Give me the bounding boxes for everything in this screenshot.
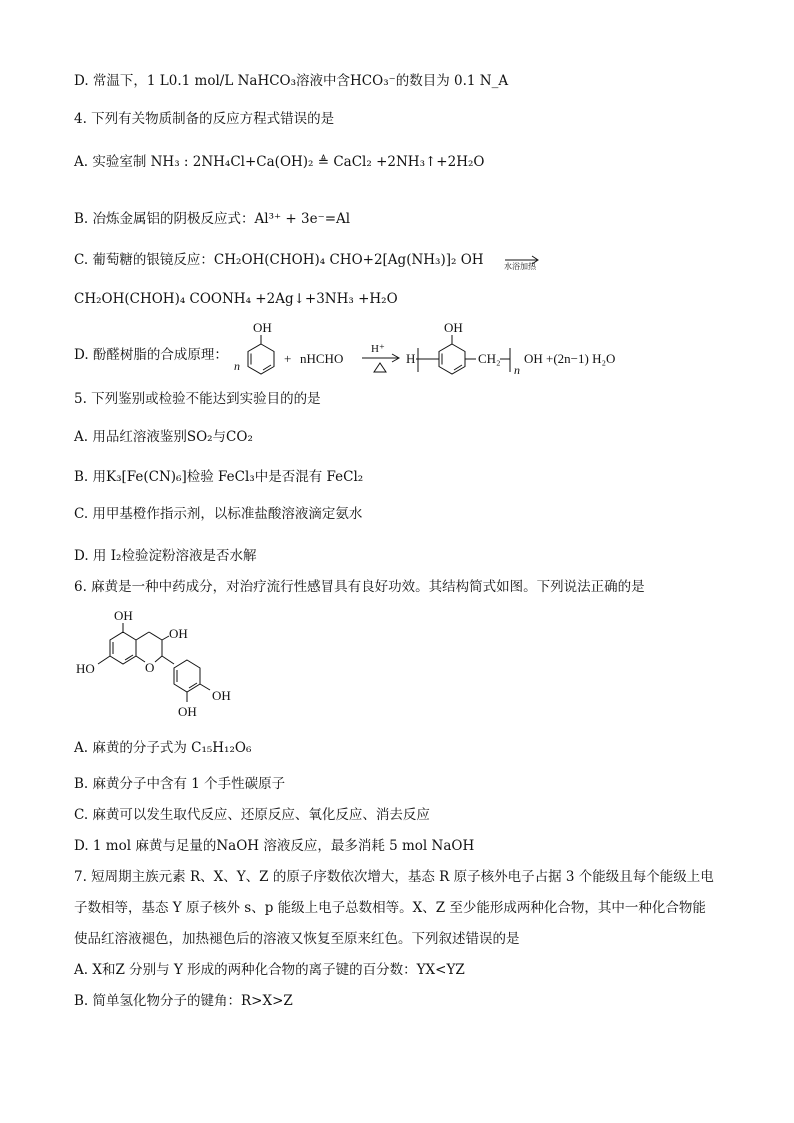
q7-option-a: A. X和Z 分别与 Y 形成的两种化合物的离子键的百分数：YX<YZ xyxy=(74,962,465,978)
q5-option-a: A. 用品红溶液鉴别SO₂与CO₂ xyxy=(74,429,253,445)
heat-triangle-icon xyxy=(374,363,386,372)
svg-text:OH: OH xyxy=(444,320,463,335)
q5-option-d: D. 用 I₂检验淀粉溶液是否水解 xyxy=(74,548,257,564)
q4-option-a: A. 实验室制 NH₃ : 2NH₄Cl+Ca(OH)₂ ≜ CaCl₂ +2NH₃↑+2H₂O xyxy=(74,154,485,170)
svg-text:+: + xyxy=(284,351,292,366)
ephedra-structure xyxy=(74,604,244,724)
svg-text:n: n xyxy=(234,359,240,373)
q6-option-c: C. 麻黄可以发生取代反应、还原反应、氧化反应、消去反应 xyxy=(74,807,430,823)
svg-text:H⁺: H⁺ xyxy=(371,343,385,355)
svg-text:OH: OH xyxy=(114,608,133,623)
svg-text:OH: OH xyxy=(212,688,231,703)
svg-text:CH₂: CH₂ xyxy=(478,351,501,366)
q6-option-d: D. 1 mol 麻黄与足量的NaOH 溶液反应，最多消耗 5 mol NaOH xyxy=(74,838,475,854)
q7-stem-line2: 子数相等，基态 Y 原子核外 s、p 能级上电子总数相等。X、Z 至少能形成两种化合物，其中一种化合物能 xyxy=(74,900,706,916)
phenol-ring-icon xyxy=(248,344,274,374)
svg-text:OH: OH xyxy=(169,626,188,641)
q5-option-b: B. 用K₃[Fe(CN)₆]检验 FeCl₃中是否混有 FeCl₂ xyxy=(74,469,364,485)
q4-option-c-line1: C. 葡萄糖的银镜反应：CH₂OH(CHOH)₄ CHO+2[Ag(NH₃)]₂ OH xyxy=(74,252,484,268)
q6-option-a: A. 麻黄的分子式为 C₁₅H₁₂O₆ xyxy=(74,740,252,756)
svg-text:HO: HO xyxy=(76,661,95,676)
svg-text:OH: OH xyxy=(178,704,197,719)
q7-stem-line3: 使品红溶液褪色，加热褪色后的溶液又恢复至原来红色。下列叙述错误的是 xyxy=(74,931,520,947)
svg-text:nHCHO: nHCHO xyxy=(300,351,344,366)
phenol-oh-label: OH xyxy=(253,320,272,335)
svg-text:H: H xyxy=(406,351,416,366)
q4-option-b: B. 冶炼金属铝的阴极反应式：Al³⁺ + 3e⁻=Al xyxy=(74,211,351,227)
q6-stem: 6. 麻黄是一种中药成分，对治疗流行性感冒具有良好功效。其结构简式如图。下列说法正确的是 xyxy=(74,579,645,595)
product-ring-icon xyxy=(439,344,465,374)
svg-text:OH +(2n−1) H₂O: OH +(2n−1) H₂O xyxy=(524,351,616,366)
q4-option-d: D. 酚醛树脂的合成原理： xyxy=(74,347,228,363)
svg-text:O: O xyxy=(145,660,155,675)
q5-stem: 5. 下列鉴别或检验不能达到实验目的的是 xyxy=(74,391,321,407)
q7-stem-line1: 7. 短周期主族元素 R、X、Y、Z 的原子序数依次增大，基态 R 原子核外电子占据 3 个能级且每个能级上电 xyxy=(74,869,714,885)
q7-option-b: B. 简单氢化物分子的键角：R>X>Z xyxy=(74,993,293,1009)
q4-option-c-condition: 水浴加热 xyxy=(504,262,536,271)
reaction-arrow-icon xyxy=(505,255,541,265)
svg-text:n: n xyxy=(514,363,520,377)
q4-option-c-line2: CH₂OH(CHOH)₄ COONH₄ +2Ag↓+3NH₃ +H₂O xyxy=(74,291,398,307)
q5-option-c: C. 用甲基橙作指示剂，以标准盐酸溶液滴定氨水 xyxy=(74,506,363,522)
q3-option-d: D. 常温下，1 L0.1 mol/L NaHCO₃溶液中含HCO₃⁻的数目为 0.1 N_A xyxy=(74,73,509,89)
q4-stem: 4. 下列有关物质制备的反应方程式错误的是 xyxy=(74,111,335,127)
q6-option-b: B. 麻黄分子中含有 1 个手性碳原子 xyxy=(74,776,286,792)
phenol-formaldehyde-reaction xyxy=(228,318,658,384)
